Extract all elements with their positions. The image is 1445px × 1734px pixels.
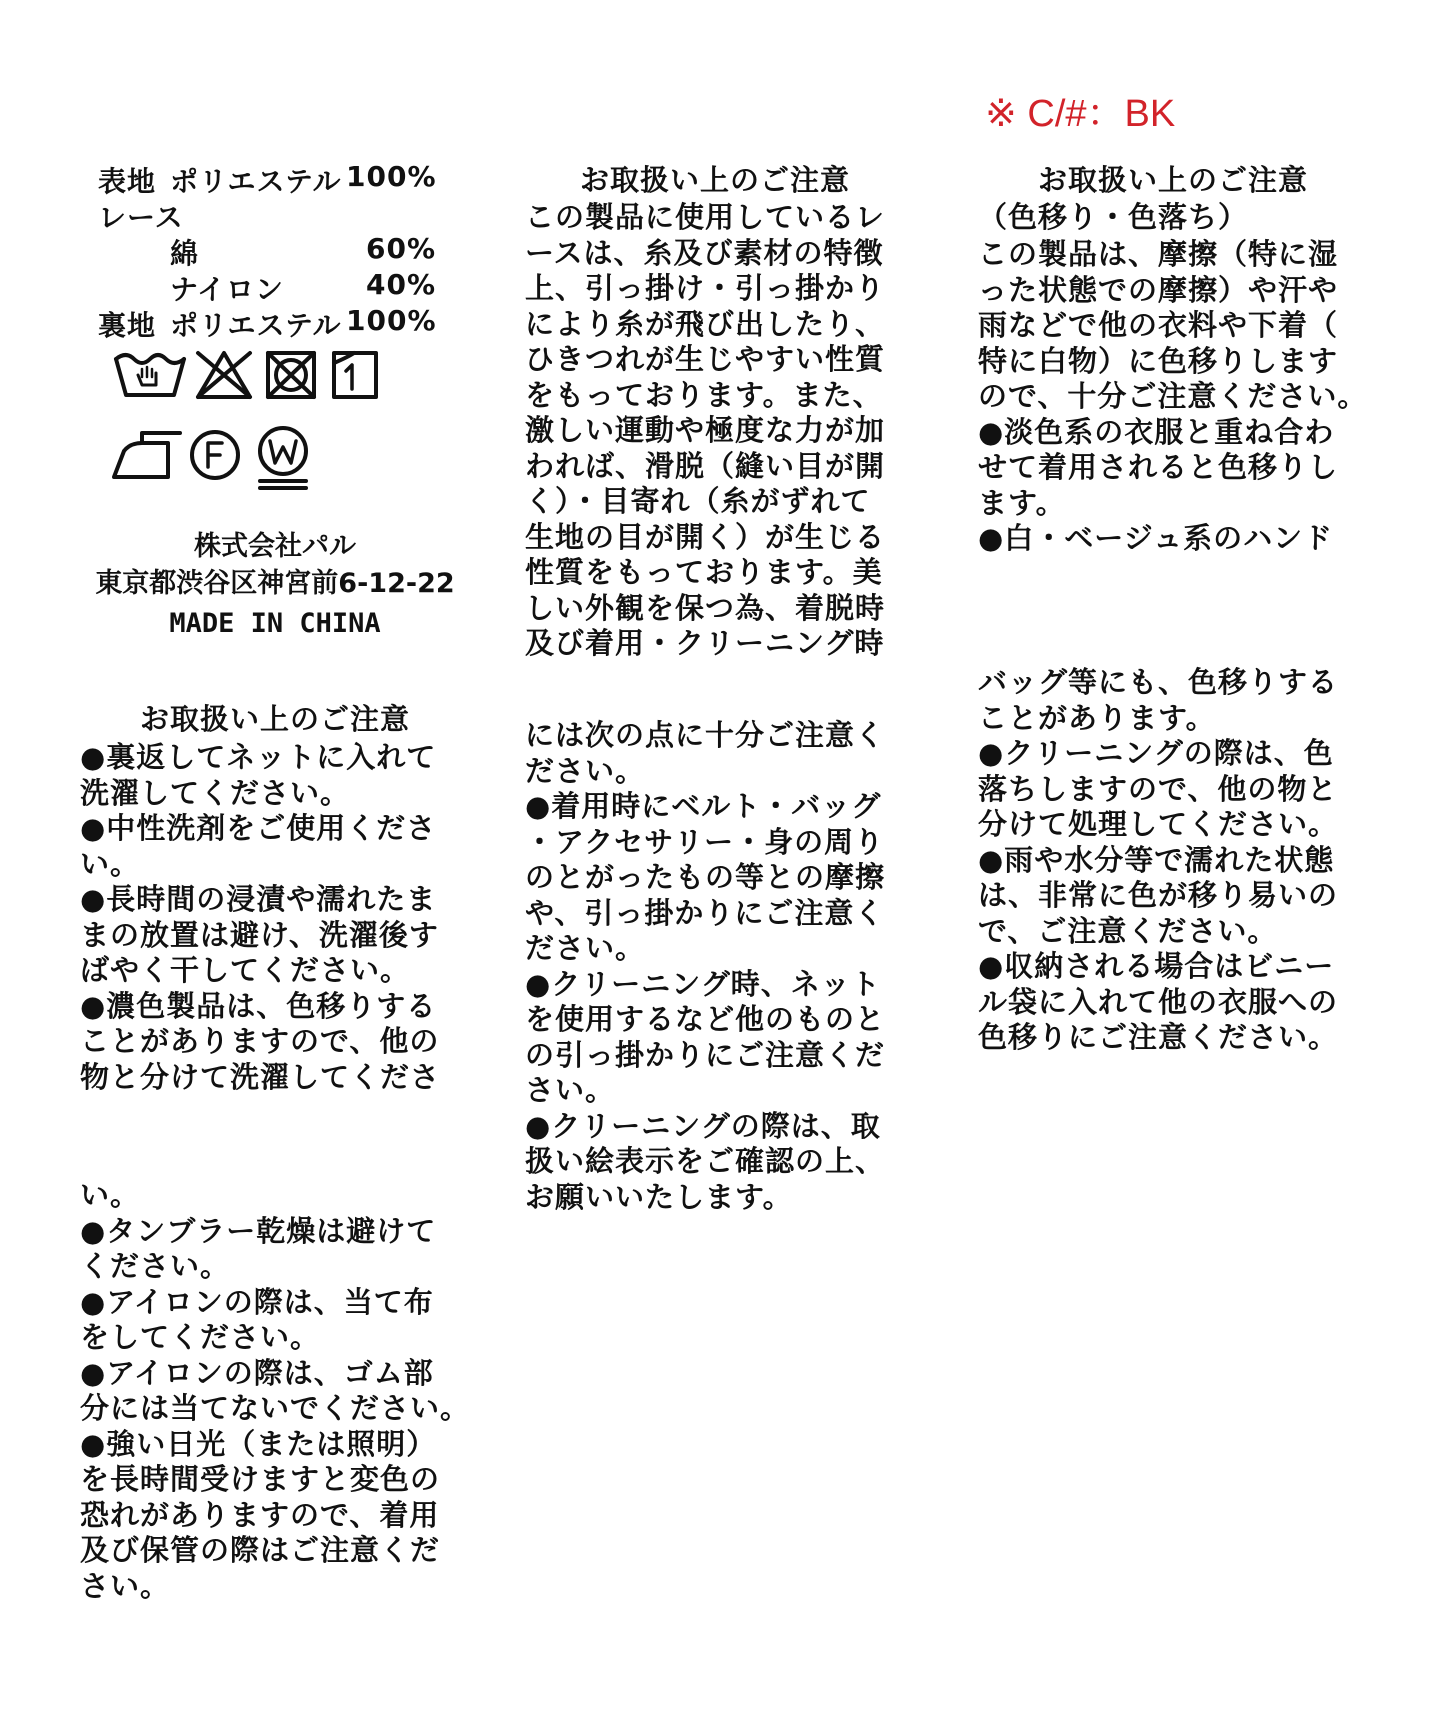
composition-material: 綿 — [170, 237, 200, 270]
composition-row — [98, 268, 448, 304]
composition-material: ポリエステル — [170, 309, 342, 342]
notice-body: この製品は、摩擦（特に湿 った状態での摩擦）や汗や 雨などで他の衣料や下着（ 特に白物）に色移りします ので、十分ご注意ください。 ●淡色系の衣服と重ね合わ せて着用されると色移りし ます。 ●白・ベージュ系のハンド — [978, 237, 1368, 555]
care-symbols — [112, 345, 472, 515]
manufacturer-info — [90, 528, 460, 602]
composition-percent: 100% — [346, 304, 437, 337]
notice-body: この製品に使用しているレ ースは、糸及び素材の特徴 上、引っ掛け・引っ掛かり により糸が飛び出したり、 ひきつれが生じやすい性質 をもっております。また、 激しい運動や極度な力が加 われば、滑脱（縫い目が開 く）・目寄れ（糸がずれて 生地の目が開く）が生じる 性質をもっております。美 しい外観を保つ為、着脱時 及び着用・クリーニング時 — [525, 200, 886, 660]
hand-wash-40-icon — [116, 355, 184, 395]
notice-body: ●裏返してネットに入れて 洗濯してください。 ●中性洗剤をご使用くださ い。 ●長時間の浸漬や濡れたま まの放置は避け、洗濯後す ばやく干してください。 ●濃色製品は、色移りする ことがありますので、他の 物と分けて洗濯してくださ — [80, 740, 441, 1094]
composition-percent: 60% — [366, 232, 437, 265]
line-dry-icon — [334, 353, 376, 397]
no-tumble-dry-icon — [268, 353, 314, 397]
iron-low-icon — [114, 433, 180, 477]
company-name: 株式会社パル — [194, 531, 356, 562]
country-of-origin: MADE IN CHINA — [169, 608, 381, 639]
notice-subtitle: （色移り・色落ち） — [978, 200, 1249, 234]
composition-part: 裏地 — [98, 309, 157, 342]
composition-material: ナイロン — [170, 273, 285, 306]
wet-clean-w-icon — [260, 428, 306, 488]
dry-clean-f-icon — [192, 432, 238, 478]
notice-title: お取扱い上のご注意 — [139, 702, 410, 736]
composition-percent: 100% — [346, 160, 437, 193]
composition-part: レース — [98, 201, 184, 234]
no-bleach-icon — [198, 353, 250, 397]
company-address: 東京都渋谷区神宮前6-12-22 — [95, 568, 455, 599]
composition-row — [98, 160, 448, 196]
notice-body-continued: い。 ●タンブラー乾燥は避けて ください。 ●アイロンの際は、当て布 をしてください。 ●アイロンの際は、ゴム部 分には当てないでください。 ●強い日光（または照明） を長時間受けますと変色の 恐れがありますので、着用 及び保管の際はご注意くだ さい。 — [80, 1178, 471, 1603]
composition-percent: 40% — [366, 268, 437, 301]
notice-body-continued: には次の点に十分ご注意く ださい。 ●着用時にベルト・バッグ ・アクセサリー・身の周り のとがったもの等との摩擦 や、引っ掛かりにご注意く ださい。 ●クリーニング時、ネット を使用するなど他のものと の引っ掛かりにご注意くだ さい。 ●クリーニングの際は、取 扱い絵表示をご確認の上、 お願いいたします。 — [525, 718, 886, 1214]
notice-title: お取扱い上のご注意 — [579, 163, 850, 197]
color-code-note: ※ C/#：BK — [985, 93, 1176, 135]
notice-body-continued: バッグ等にも、色移りする ことがあります。 ●クリーニングの際は、色 落ちしますので、他の物と 分けて処理してください。 ●雨や水分等で濡れた状態 は、非常に色が移り易いの で、ご注意ください。 ●収納される場合はビニー ル袋に入れて他の衣服への 色移りにご注意ください。 — [978, 665, 1339, 1054]
composition-row — [98, 304, 448, 340]
composition-row — [98, 232, 448, 268]
composition-material: ポリエステル — [170, 165, 342, 198]
composition-row — [98, 196, 448, 232]
notice-title: お取扱い上のご注意 — [1037, 163, 1308, 197]
composition-part: 表地 — [98, 165, 157, 198]
